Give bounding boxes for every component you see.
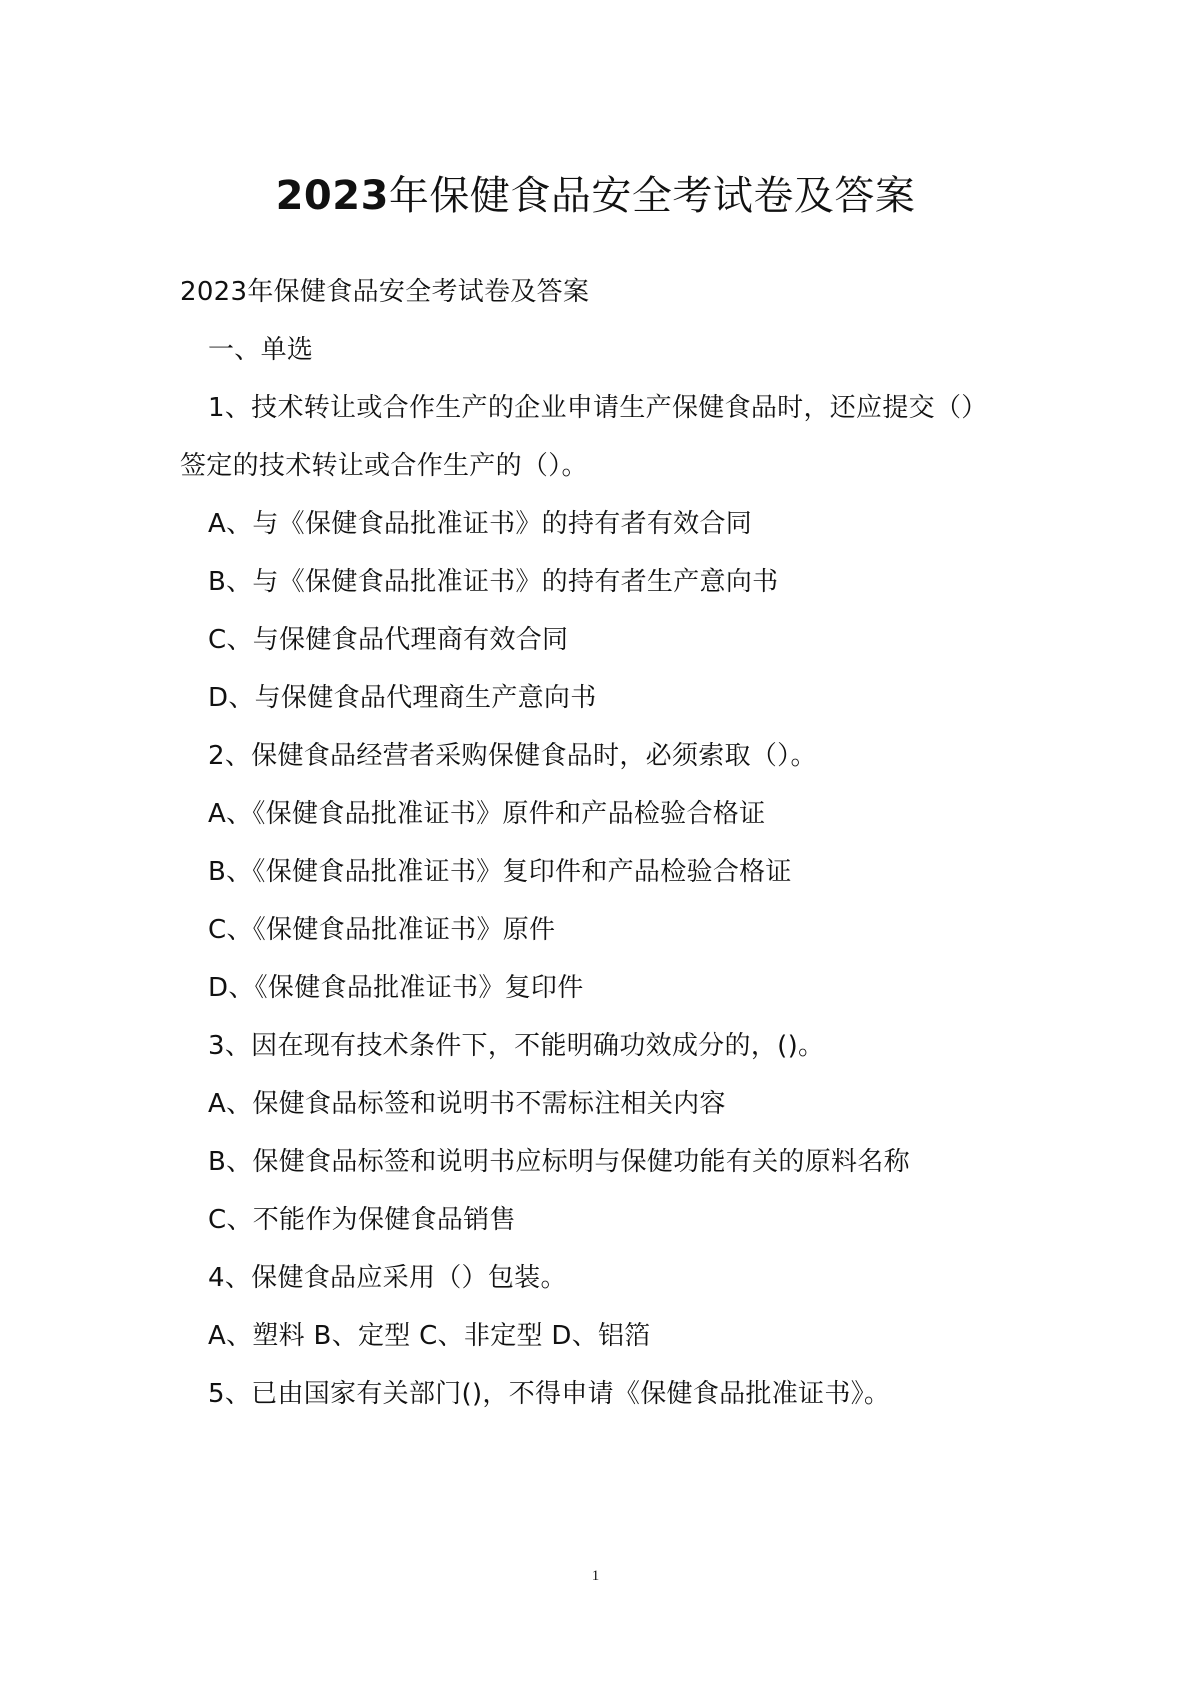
- question-1-stem-continued: 签定的技术转让或合作生产的（）。: [180, 451, 588, 481]
- question-3-stem: 3、因在现有技术条件下，不能明确功效成分的，()。: [208, 1031, 825, 1061]
- question-1-stem: 1、技术转让或合作生产的企业申请生产保健食品时，还应提交（）: [208, 393, 988, 423]
- question-4-stem: 4、保健食品应采用（）包装。: [208, 1263, 567, 1293]
- page-title: [0, 168, 1191, 224]
- question-2-option-b: B、《保健食品批准证书》复印件和产品检验合格证: [208, 857, 792, 887]
- question-2-option-a: A、《保健食品批准证书》原件和产品检验合格证: [208, 799, 766, 829]
- question-2-option-d: D、《保健食品批准证书》复印件: [208, 973, 584, 1003]
- page-title-text: 年保健食品安全考试卷及答案: [388, 173, 916, 219]
- page-number: 1: [591, 1568, 600, 1584]
- question-4-options: A、塑料 B、定型 C、非定型 D、铝箔: [208, 1321, 651, 1351]
- question-3-option-b: B、保健食品标签和说明书应标明与保健功能有关的原料名称: [208, 1147, 910, 1177]
- question-2-option-c: C、《保健食品批准证书》原件: [208, 915, 556, 945]
- question-3-option-c: C、不能作为保健食品销售: [208, 1205, 516, 1235]
- section-heading: 一、单选: [208, 335, 314, 365]
- question-2-stem: 2、保健食品经营者采购保健食品时，必须索取（）。: [208, 741, 817, 771]
- question-3-option-a: A、保健食品标签和说明书不需标注相关内容: [208, 1089, 726, 1119]
- document-subtitle: 2023年保健食品安全考试卷及答案: [180, 277, 590, 307]
- question-1-option-a: A、与《保健食品批准证书》的持有者有效合同: [208, 509, 753, 539]
- question-1-option-c: C、与保健食品代理商有效合同: [208, 625, 569, 655]
- question-1-option-b: B、与《保健食品批准证书》的持有者生产意向书: [208, 567, 779, 597]
- question-5-stem: 5、已由国家有关部门()，不得申请《保健食品批准证书》。: [208, 1379, 891, 1409]
- page-title-year: 2023: [275, 173, 389, 219]
- question-1-option-d: D、与保健食品代理商生产意向书: [208, 683, 597, 713]
